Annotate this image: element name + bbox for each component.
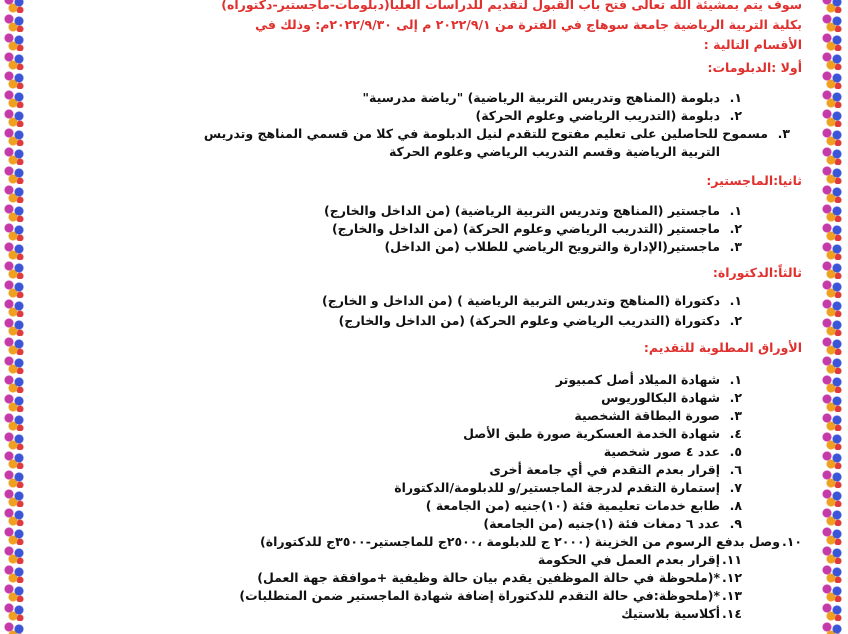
item-text: دبلومة (المناهج وتدريس التربية الرياضية) "رياضة مدرسية" — [362, 90, 720, 105]
list-item — [604, 444, 742, 460]
item-number: ١. — [729, 293, 742, 308]
document — [40, 0, 802, 620]
item-number: ١٠. — [781, 534, 802, 549]
list-item — [483, 516, 742, 532]
balloon-border-right-icon — [818, 0, 848, 634]
item-text: ماجستير (التدريب الرياضي وعلوم الحركة) (من الداخل والخارج) — [331, 221, 720, 236]
list-item — [384, 239, 742, 255]
item-number: ١. — [729, 203, 742, 218]
item-text: عدد ٦ دمغات فئة (١)جنيه (من الجامعة) — [483, 516, 720, 531]
item-text: شهادة الخدمة العسكرية صورة طبق الأصل — [463, 426, 720, 441]
list-item — [257, 570, 742, 586]
item-number: ٣. — [777, 126, 790, 141]
item-text: دكتوراة (المناهج وتدريس التربية الرياضية ) (من الداخل و الخارج) — [321, 293, 720, 308]
intro-line: سوف يتم بمشيئة الله تعالى فتح باب القبول لتقديم للدراسات العليا(دبلومات-ماجستير-دكتوراه) — [221, 0, 802, 12]
list-item — [339, 313, 742, 329]
list-item — [463, 426, 742, 442]
list-item — [394, 480, 742, 496]
item-number: ١٢. — [721, 570, 742, 585]
item-text: دكتوراة (التدريب الرياضي وعلوم الحركة) (من الداخل والخارج) — [338, 313, 720, 328]
item-number: ٥. — [729, 444, 742, 459]
item-number: ١. — [729, 90, 742, 105]
item-number: ٢. — [729, 221, 742, 236]
item-number: ٧. — [729, 480, 742, 495]
item-text: شهادة الميلاد أصل كمبيوتر — [555, 372, 720, 387]
list-item — [260, 534, 802, 550]
item-number: ٢. — [729, 390, 742, 405]
item-text: ماجستير (المناهج وتدريس التربية الرياضية) (من الداخل والخارج) — [324, 203, 720, 218]
item-number: ٢. — [729, 313, 742, 328]
item-text: صورة البطاقة الشخصية — [574, 408, 720, 423]
item-number: ٣. — [729, 408, 742, 423]
item-text: *(ملحوظة:في حالة التقدم للدكتوراة إضافة شهادة الماجستير ضمن المتطلبات) — [239, 588, 720, 603]
item-number: ٦. — [729, 462, 742, 477]
list-item — [538, 552, 742, 568]
section-heading: ثالثاً:الدكتوراة: — [712, 265, 802, 280]
item-number: ١٣. — [721, 588, 742, 603]
item-text: أكلاسية بلاستيك — [621, 606, 720, 621]
list-item — [362, 90, 742, 106]
item-text: طابع خدمات تعليمية فئة (١٠)جنيه (من الجامعة ) — [425, 498, 720, 513]
item-number: ٤. — [729, 426, 742, 441]
list-item — [322, 293, 742, 309]
list-item — [324, 203, 742, 219]
list-item — [389, 144, 742, 160]
item-text: التربية الرياضية وقسم التدريب الرياضي وعلوم الحركة — [388, 144, 720, 159]
item-text: عدد ٤ صور شخصية — [603, 444, 720, 459]
item-text: إستمارة التقدم لدرجة الماجستير/و للدبلومة/الدكتوراة — [394, 480, 720, 495]
item-text: شهادة البكالوريوس — [601, 390, 720, 405]
item-text: مسموح للحاصلين على تعليم مفتوح للتقدم لنيل الدبلومة في كلا من قسمي المناهج وتدريس — [203, 126, 768, 141]
item-text: إقرار بعدم العمل في الحكومة — [537, 552, 720, 567]
list-item — [426, 498, 742, 514]
item-number: ١٤. — [721, 606, 742, 621]
item-number: ١. — [729, 372, 742, 387]
list-item — [489, 462, 742, 478]
list-item — [239, 588, 742, 604]
item-number: ٣. — [729, 239, 742, 254]
item-number: ٨. — [729, 498, 742, 513]
list-item — [204, 126, 790, 142]
item-text: ماجستير(الإدارة والترويح الرياضي للطلاب (من الداخل) — [384, 239, 720, 254]
section-heading: الأوراق المطلوبة للتقديم: — [643, 340, 802, 355]
list-item — [556, 372, 742, 388]
item-text: وصل بدفع الرسوم من الخزينة (٢٠٠٠ ج للدبلومة ،٢٥٠٠ج للماجستير-٣٥٠٠ج للدكتوراة) — [260, 534, 780, 549]
section-heading: أولا :الدبلومات: — [707, 60, 802, 75]
list-item — [332, 221, 742, 237]
intro-line: بكلية التربية الرياضية جامعة سوهاج في الفترة من ٢٠٢٢/٩/١ م إلى ٢٠٢٢/٩/٣٠م: وذلك في — [255, 17, 802, 32]
list-item — [574, 408, 742, 424]
intro-line: الأقسام التالية : — [703, 37, 802, 52]
item-text: دبلومة (التدريب الرياضي وعلوم الحركة) — [475, 108, 720, 123]
balloon-border-left-icon — [0, 0, 30, 634]
item-number: ٢. — [729, 108, 742, 123]
item-number: ٩. — [729, 516, 742, 531]
item-text: *(ملحوظة في حالة الموظفين يقدم بيان حالة وظيفية +موافقة جهة العمل) — [257, 570, 720, 585]
section-heading: ثانيا:الماجستير: — [706, 173, 802, 188]
list-item — [475, 108, 742, 124]
item-number: ١١. — [721, 552, 742, 567]
item-text: إقرار بعدم التقدم في أي جامعة أخرى — [489, 462, 720, 477]
list-item — [601, 390, 742, 406]
